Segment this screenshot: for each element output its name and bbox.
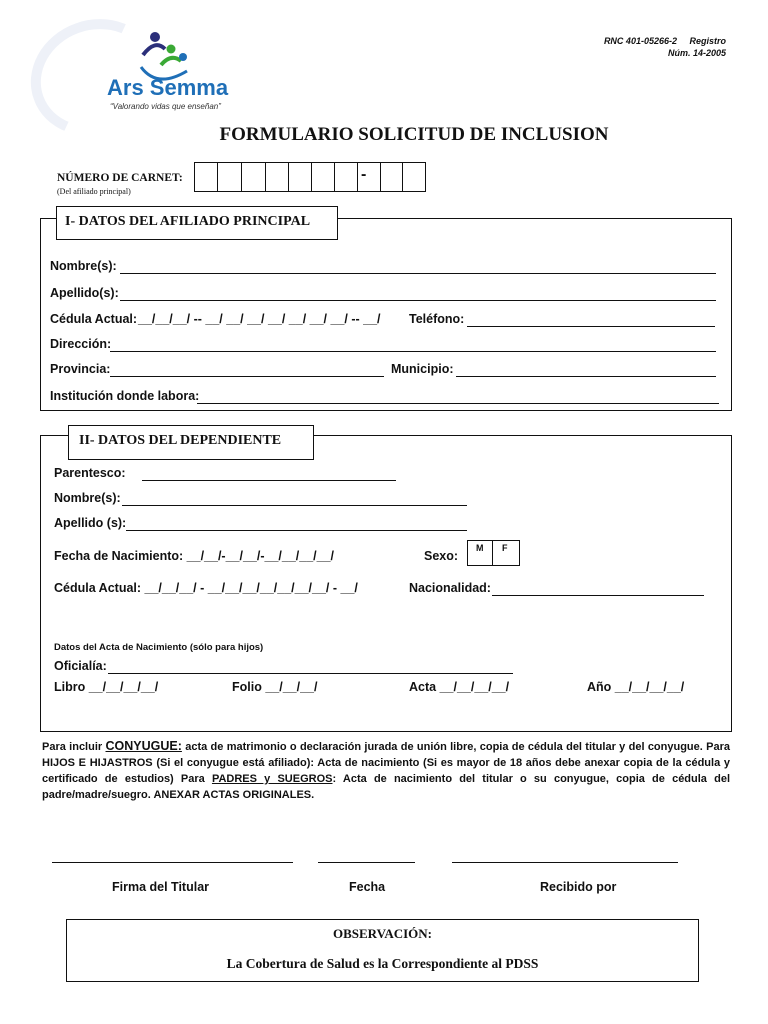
logo — [30, 15, 240, 120]
observacion-title: OBSERVACIÓN: — [333, 926, 432, 941]
section-afiliado-title-box — [56, 206, 338, 240]
input-dep-apellidos[interactable] — [126, 530, 467, 531]
carnet-boxes[interactable] — [194, 162, 426, 192]
section-dependiente-title-box — [68, 425, 314, 460]
carnet-dash: - — [361, 166, 367, 183]
input-provincia[interactable] — [110, 376, 384, 377]
label-nombres: Nombre(s): — [50, 259, 117, 273]
input-telefono[interactable] — [467, 326, 715, 327]
conyugue-keyword: CONYUGUE: — [105, 739, 182, 753]
label-direccion: Dirección: — [50, 337, 112, 351]
label-telefono: Teléfono: — [409, 312, 465, 326]
input-oficialia[interactable] — [108, 673, 513, 674]
carnet-label: NÚMERO DE CARNET: — [57, 172, 183, 184]
sexo-boxes[interactable] — [467, 540, 520, 566]
input-acta[interactable]: Acta __/__/__/__/ — [409, 680, 510, 694]
rnc-line-2: Núm. 14-2005 — [667, 48, 726, 58]
firma-line[interactable] — [52, 862, 293, 863]
label-oficialia: Oficialía: — [54, 659, 107, 673]
input-parentesco[interactable] — [142, 480, 396, 481]
input-fecha-nacimiento[interactable]: Fecha de Nacimiento: __/__/-__/__/-__/__/__/__/ — [54, 549, 335, 563]
input-direccion[interactable] — [110, 351, 716, 352]
input-municipio[interactable] — [456, 376, 716, 377]
rnc-line-1: RNC 401-05266-2 Registro — [603, 36, 726, 46]
fecha-label: Fecha — [349, 880, 386, 894]
input-institucion[interactable] — [197, 403, 719, 404]
input-libro[interactable]: Libro __/__/__/__/ — [54, 680, 159, 694]
input-anio[interactable]: Año __/__/__/__/ — [587, 680, 685, 694]
fecha-line[interactable] — [318, 862, 415, 863]
section-afiliado-title: I- DATOS DEL AFILIADO PRINCIPAL — [65, 214, 311, 229]
label-cedula: Cédula Actual: — [50, 312, 138, 326]
input-cedula[interactable]: __/__/__/ -- __/ __/ __/ __/ __/ __/ __/ -- __/ — [138, 312, 381, 326]
carnet-sublabel: (Del afiliado principal) — [57, 187, 131, 196]
observacion-box — [66, 919, 699, 982]
firma-label: Firma del Titular — [112, 880, 210, 894]
recibido-label: Recibido por — [540, 880, 617, 894]
sexo-m-option[interactable]: M — [476, 543, 484, 553]
input-dep-nombres[interactable] — [122, 505, 467, 506]
brand-slogan: “Valorando vidas que enseñan” — [110, 102, 221, 111]
label-dep-apellidos: Apellido (s): — [54, 516, 127, 530]
label-nacionalidad: Nacionalidad: — [409, 581, 491, 595]
padres-keyword: PADRES y SUEGROS — [211, 773, 333, 785]
label-apellidos: Apellido(s): — [50, 286, 119, 300]
input-nombres[interactable] — [120, 273, 716, 274]
observacion-text: La Cobertura de Salud es la Correspondiente al PDSS — [226, 956, 539, 971]
input-nacionalidad[interactable] — [492, 595, 704, 596]
section-dependiente-title: II- DATOS DEL DEPENDIENTE — [79, 433, 282, 448]
acta-title: Datos del Acta de Nacimiento (sólo para hijos) — [54, 642, 264, 653]
input-dep-cedula[interactable]: Cédula Actual: __/__/__/ - __/__/__/__/__/__/__/ - __/ — [54, 581, 358, 595]
input-apellidos[interactable] — [120, 300, 716, 301]
input-folio[interactable]: Folio __/__/__/ — [232, 680, 318, 694]
instructions-paragraph: Para incluir CONYUGUE: acta de matrimonio o declaración jurada de unión libre, copia de cédula del titular y del conyugue. Para HIJOS E HIJASTROS (Si el conyugue está afiliado): Acta de nacimiento (Si es mayor de 18 años debe anexar copia de la cédula y certificado de estudios) Para PADRES y SUEGROS: Acta de nacimiento del titular o su conyugue, copia de cédula del padre/madre/suegro. ANEXAR ACTAS ORIGINALES. — [42, 739, 730, 801]
brand-name: Ars Semma — [107, 75, 229, 100]
label-institucion: Institución donde labora: — [50, 389, 200, 403]
form-title: FORMULARIO SOLICITUD DE INCLUSION — [219, 124, 609, 145]
label-provincia: Provincia: — [50, 362, 111, 376]
sexo-f-option[interactable]: F — [502, 543, 508, 553]
label-parentesco: Parentesco: — [54, 466, 126, 480]
label-sexo: Sexo: — [424, 549, 459, 563]
recibido-line[interactable] — [452, 862, 678, 863]
label-municipio: Municipio: — [391, 362, 454, 376]
label-dep-nombres: Nombre(s): — [54, 491, 121, 505]
